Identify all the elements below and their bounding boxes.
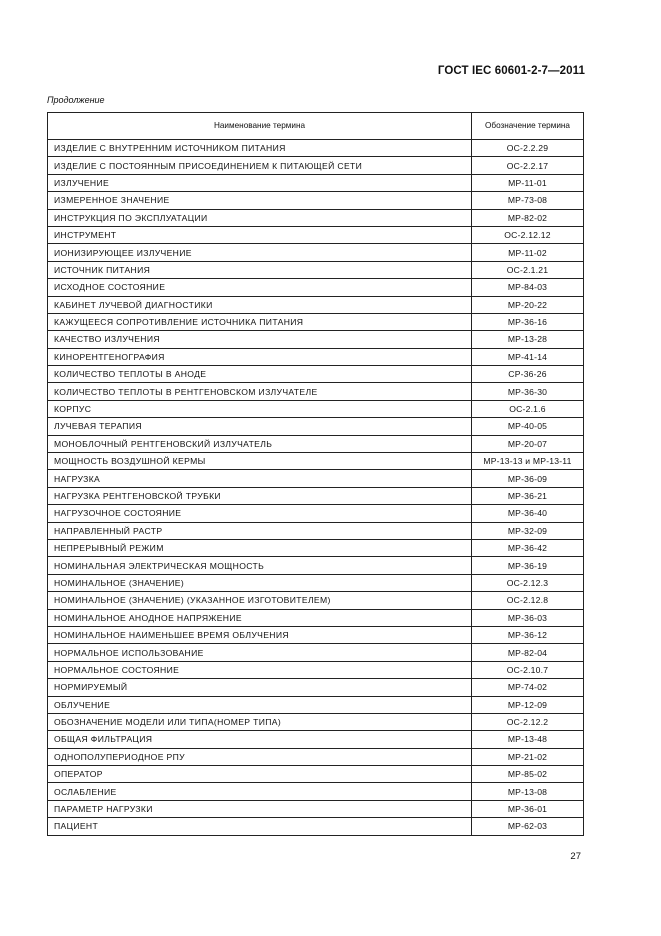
term-name-cell: МОЩНОСТЬ ВОЗДУШНОЙ КЕРМЫ [48, 453, 472, 470]
term-code-cell: МР-62-03 [472, 818, 584, 835]
term-code-cell: МР-36-09 [472, 470, 584, 487]
term-code-cell: ОС-2.10.7 [472, 661, 584, 678]
term-code-cell: МР-74-02 [472, 679, 584, 696]
term-name-cell: ИЗМЕРЕННОЕ ЗНАЧЕНИЕ [48, 192, 472, 209]
term-code-cell: МР-36-12 [472, 626, 584, 643]
table-row [48, 400, 584, 417]
term-name-cell: ЛУЧЕВАЯ ТЕРАПИЯ [48, 418, 472, 435]
term-code-cell: МР-13-28 [472, 331, 584, 348]
term-name-cell: ОСЛАБЛЕНИЕ [48, 783, 472, 800]
term-name-cell: КОРПУС [48, 400, 472, 417]
table-row [48, 626, 584, 643]
term-code-cell: МР-84-03 [472, 279, 584, 296]
term-code-cell: МР-36-30 [472, 383, 584, 400]
term-name-cell: НАГРУЗКА [48, 470, 472, 487]
term-name-cell: НОРМАЛЬНОЕ СОСТОЯНИЕ [48, 661, 472, 678]
term-name-cell: ИОНИЗИРУЮЩЕЕ ИЗЛУЧЕНИЕ [48, 244, 472, 261]
term-name-cell: ИНСТРУКЦИЯ ПО ЭКСПЛУАТАЦИИ [48, 209, 472, 226]
table-row [48, 331, 584, 348]
term-code-cell: МР-41-14 [472, 348, 584, 365]
term-code-cell: МР-36-03 [472, 609, 584, 626]
term-code-cell: МР-36-21 [472, 487, 584, 504]
document-standard-code: ГОСТ IEC 60601-2-7—2011 [437, 65, 585, 77]
table-row [48, 157, 584, 174]
term-name-cell: НОРМАЛЬНОЕ ИСПОЛЬЗОВАНИЕ [48, 644, 472, 661]
term-code-cell: МР-36-16 [472, 313, 584, 330]
term-name-cell: ПАЦИЕНТ [48, 818, 472, 835]
term-code-cell: МР-12-09 [472, 696, 584, 713]
table-row [48, 244, 584, 261]
table-row [48, 731, 584, 748]
column-header-code: Обозначение термина [472, 113, 584, 140]
table-row [48, 592, 584, 609]
term-code-cell: ОС-2.12.12 [472, 226, 584, 243]
term-name-cell: КИНОРЕНТГЕНОГРАФИЯ [48, 348, 472, 365]
term-code-cell: МР-36-42 [472, 539, 584, 556]
term-code-cell: МР-82-02 [472, 209, 584, 226]
term-code-cell: МР-82-04 [472, 644, 584, 661]
term-name-cell: КОЛИЧЕСТВО ТЕПЛОТЫ В РЕНТГЕНОВСКОМ ИЗЛУЧАТЕЛЕ [48, 383, 472, 400]
table-row [48, 696, 584, 713]
table-row [48, 313, 584, 330]
term-code-cell: ОС-2.12.8 [472, 592, 584, 609]
term-name-cell: НАПРАВЛЕННЫЙ РАСТР [48, 522, 472, 539]
term-name-cell: КАЖУЩЕЕСЯ СОПРОТИВЛЕНИЕ ИСТОЧНИКА ПИТАНИЯ [48, 313, 472, 330]
table-row [48, 748, 584, 765]
table-row [48, 261, 584, 278]
term-code-cell: МР-13-08 [472, 783, 584, 800]
term-name-cell: НОРМИРУЕМЫЙ [48, 679, 472, 696]
term-code-cell: МР-20-07 [472, 435, 584, 452]
term-code-cell: МР-20-22 [472, 296, 584, 313]
term-name-cell: ПАРАМЕТР НАГРУЗКИ [48, 800, 472, 817]
term-name-cell: ОБОЗНАЧЕНИЕ МОДЕЛИ ИЛИ ТИПА(НОМЕР ТИПА) [48, 713, 472, 730]
terms-table [47, 112, 584, 836]
term-name-cell: НАГРУЗОЧНОЕ СОСТОЯНИЕ [48, 505, 472, 522]
table-row [48, 800, 584, 817]
term-code-cell: ОС-2.12.2 [472, 713, 584, 730]
table-row [48, 505, 584, 522]
table-row [48, 226, 584, 243]
term-code-cell: МР-13-13 и МР-13-11 [472, 453, 584, 470]
term-name-cell: КОЛИЧЕСТВО ТЕПЛОТЫ В АНОДЕ [48, 366, 472, 383]
term-code-cell: ОС-2.2.29 [472, 140, 584, 157]
table-header-row [48, 113, 584, 140]
term-name-cell: ИСТОЧНИК ПИТАНИЯ [48, 261, 472, 278]
term-code-cell: ОС-2.1.21 [472, 261, 584, 278]
term-code-cell: МР-36-40 [472, 505, 584, 522]
term-code-cell: МР-73-08 [472, 192, 584, 209]
term-name-cell: ИСХОДНОЕ СОСТОЯНИЕ [48, 279, 472, 296]
table-row [48, 192, 584, 209]
page-number: 27 [570, 851, 581, 862]
term-name-cell: НОМИНАЛЬНОЕ НАИМЕНЬШЕЕ ВРЕМЯ ОБЛУЧЕНИЯ [48, 626, 472, 643]
term-code-cell: МР-36-01 [472, 800, 584, 817]
column-header-term: Наименование термина [48, 113, 472, 140]
table-row [48, 418, 584, 435]
term-name-cell: ИЗДЕЛИЕ С ПОСТОЯННЫМ ПРИСОЕДИНЕНИЕМ К ПИТАЮЩЕЙ СЕТИ [48, 157, 472, 174]
term-code-cell: МР-11-01 [472, 174, 584, 191]
term-name-cell: ИНСТРУМЕНТ [48, 226, 472, 243]
table-row [48, 557, 584, 574]
table-row [48, 766, 584, 783]
term-code-cell: ОС-2.12.3 [472, 574, 584, 591]
term-code-cell: МР-13-48 [472, 731, 584, 748]
table-row [48, 209, 584, 226]
term-code-cell: ОС-2.2.17 [472, 157, 584, 174]
term-code-cell: МР-21-02 [472, 748, 584, 765]
table-row [48, 679, 584, 696]
table-row [48, 644, 584, 661]
table-row [48, 174, 584, 191]
term-code-cell: МР-40-05 [472, 418, 584, 435]
table-row [48, 539, 584, 556]
term-code-cell: МР-32-09 [472, 522, 584, 539]
terms-table-body [48, 140, 584, 836]
table-row [48, 522, 584, 539]
table-row [48, 383, 584, 400]
table-row [48, 296, 584, 313]
table-row [48, 661, 584, 678]
term-name-cell: НОМИНАЛЬНОЕ (ЗНАЧЕНИЕ) (УКАЗАННОЕ ИЗГОТОВИТЕЛЕМ) [48, 592, 472, 609]
term-name-cell: ОБЛУЧЕНИЕ [48, 696, 472, 713]
table-row [48, 279, 584, 296]
table-row [48, 435, 584, 452]
term-name-cell: ОБЩАЯ ФИЛЬТРАЦИЯ [48, 731, 472, 748]
table-row [48, 487, 584, 504]
table-row [48, 453, 584, 470]
term-name-cell: НОМИНАЛЬНОЕ АНОДНОЕ НАПРЯЖЕНИЕ [48, 609, 472, 626]
table-row [48, 574, 584, 591]
term-name-cell: НАГРУЗКА РЕНТГЕНОВСКОЙ ТРУБКИ [48, 487, 472, 504]
table-row [48, 818, 584, 835]
table-row [48, 348, 584, 365]
term-code-cell: СР-36-26 [472, 366, 584, 383]
term-name-cell: ИЗЛУЧЕНИЕ [48, 174, 472, 191]
term-name-cell: ИЗДЕЛИЕ С ВНУТРЕННИМ ИСТОЧНИКОМ ПИТАНИЯ [48, 140, 472, 157]
term-name-cell: НОМИНАЛЬНАЯ ЭЛЕКТРИЧЕСКАЯ МОЩНОСТЬ [48, 557, 472, 574]
term-code-cell: ОС-2.1.6 [472, 400, 584, 417]
term-code-cell: МР-85-02 [472, 766, 584, 783]
term-name-cell: ОДНОПОЛУПЕРИОДНОЕ РПУ [48, 748, 472, 765]
term-name-cell: ОПЕРАТОР [48, 766, 472, 783]
table-row [48, 783, 584, 800]
term-name-cell: НЕПРЕРЫВНЫЙ РЕЖИМ [48, 539, 472, 556]
term-name-cell: НОМИНАЛЬНОЕ (ЗНАЧЕНИЕ) [48, 574, 472, 591]
continuation-label: Продолжение [47, 95, 105, 105]
table-row [48, 470, 584, 487]
table-row [48, 140, 584, 157]
term-code-cell: МР-36-19 [472, 557, 584, 574]
table-row [48, 713, 584, 730]
term-name-cell: КАБИНЕТ ЛУЧЕВОЙ ДИАГНОСТИКИ [48, 296, 472, 313]
table-row [48, 609, 584, 626]
term-name-cell: МОНОБЛОЧНЫЙ РЕНТГЕНОВСКИЙ ИЗЛУЧАТЕЛЬ [48, 435, 472, 452]
table-row [48, 366, 584, 383]
term-name-cell: КАЧЕСТВО ИЗЛУЧЕНИЯ [48, 331, 472, 348]
term-code-cell: МР-11-02 [472, 244, 584, 261]
